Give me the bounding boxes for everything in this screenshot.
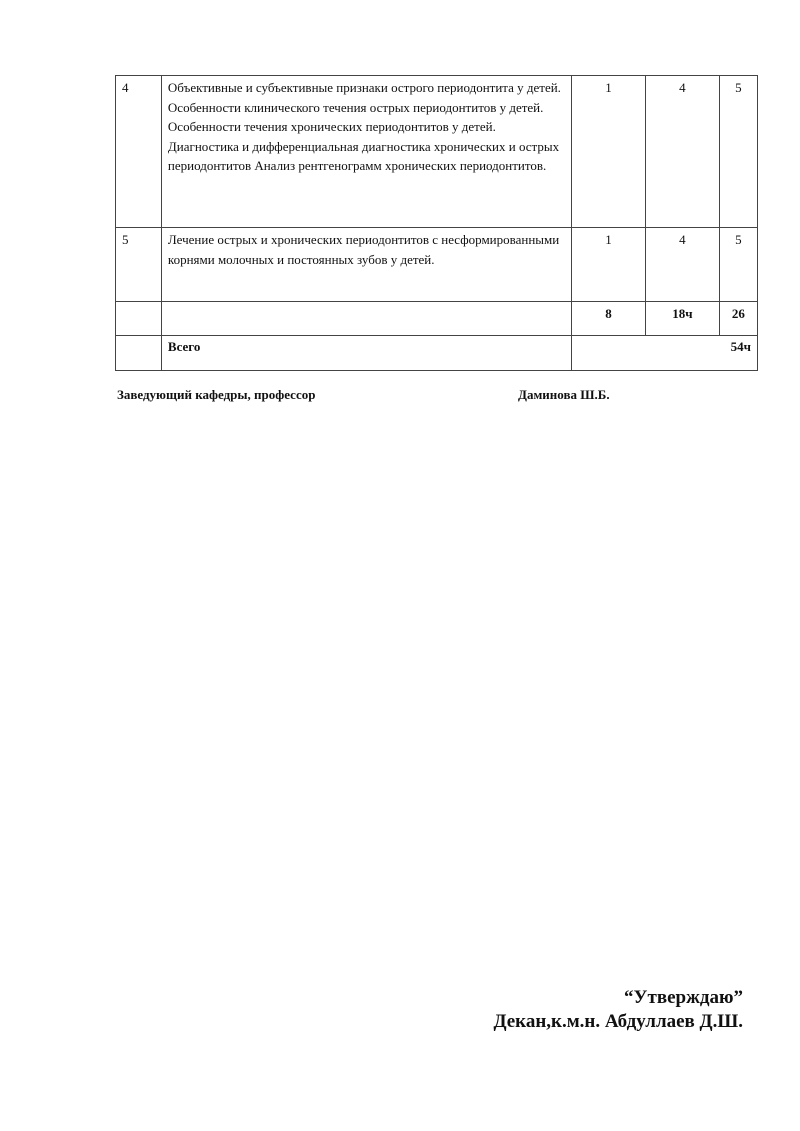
- approval-title: “Утверждаю”: [624, 987, 743, 1008]
- row-number: 4: [116, 76, 162, 228]
- row-hours-b: 4: [645, 76, 719, 228]
- empty-cell: [116, 336, 162, 371]
- sum-hours-a: 8: [571, 302, 645, 336]
- sum-hours-b: 18ч: [645, 302, 719, 336]
- sum-row: [116, 302, 758, 336]
- row-number: 5: [116, 228, 162, 302]
- row-topic: Лечение острых и хронических периодонтитов с несформированными корнями молочных и постоянных зубов у детей.: [161, 228, 571, 302]
- total-label: Всего: [161, 336, 571, 371]
- row-hours-c: 5: [719, 228, 757, 302]
- signature-name: Даминова Ш.Б.: [518, 387, 610, 402]
- row-hours-a: 1: [571, 228, 645, 302]
- signature-role: Заведующий кафедры, профессор: [117, 387, 316, 402]
- row-hours-b: 4: [645, 228, 719, 302]
- table-row: [116, 228, 758, 302]
- total-value: 54ч: [571, 336, 757, 371]
- table-row: [116, 76, 758, 228]
- row-hours-c: 5: [719, 76, 757, 228]
- curriculum-table: [115, 75, 758, 371]
- empty-cell: [116, 302, 162, 336]
- total-row: [116, 336, 758, 371]
- row-hours-a: 1: [571, 76, 645, 228]
- empty-cell: [161, 302, 571, 336]
- approval-block: [493, 986, 743, 1034]
- row-topic: Объективные и субъективные признаки острого периодонтита у детей. Особенности клинического течения острых периодонтитов у детей. Особенности течения хронических периодонтитов у детей. Диагностика и дифференциальная диагностика хронических и острых периодонтитов Анализ рентгенограмм хронических периодонтитов.: [161, 76, 571, 228]
- sum-hours-c: 26: [719, 302, 757, 336]
- dean-name: Декан,к.м.н. Абдуллаев Д.Ш.: [493, 1011, 743, 1032]
